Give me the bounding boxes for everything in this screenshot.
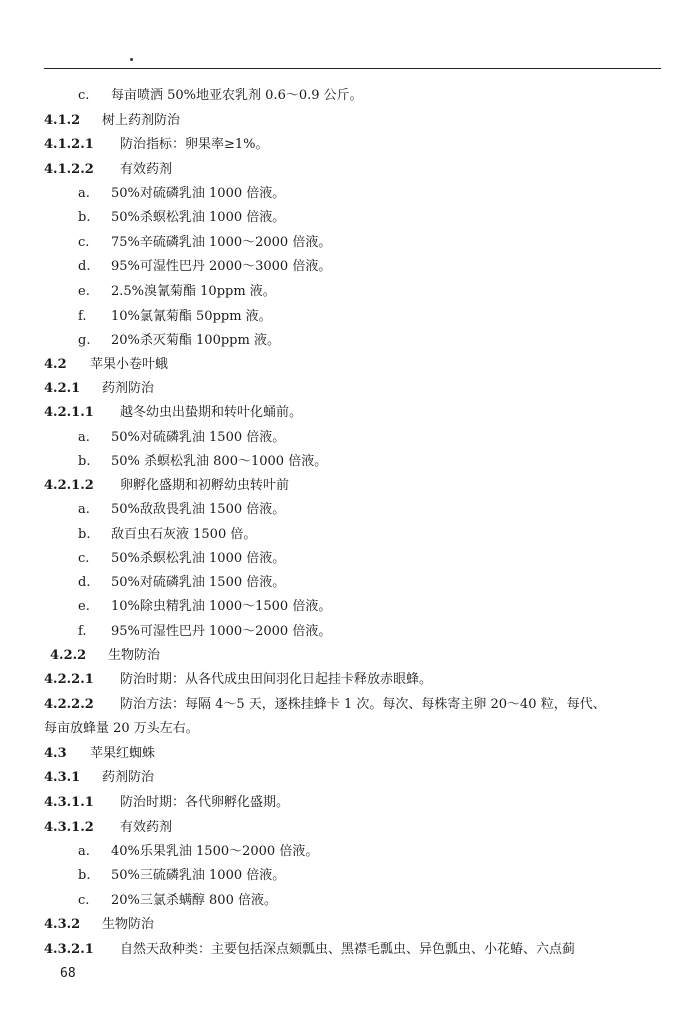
list-letter: b.: [78, 527, 91, 542]
list-letter: b.: [78, 210, 91, 225]
section-number: 4.2.1: [44, 381, 81, 396]
line-text: 敌百虫石灰液 1500 倍。: [111, 527, 257, 542]
section-number: 4.2.2: [50, 648, 87, 663]
text-line: [44, 746, 155, 762]
line-text: 防治时期：从各代成虫田间羽化日起挂卡释放赤眼蜂。: [120, 672, 433, 687]
text-line: [44, 478, 289, 494]
text-line: [78, 575, 285, 591]
line-text: 95%可湿性巴丹 1000～2000 倍液。: [111, 624, 332, 639]
text-line: [78, 527, 256, 543]
text-line: [44, 770, 154, 786]
line-text: 越冬幼虫出蛰期和转叶化蛹前。: [120, 405, 303, 420]
list-letter: e.: [78, 284, 90, 299]
text-line: [78, 186, 285, 202]
line-text: 50%杀螟松乳油 1000 倍液。: [111, 551, 286, 566]
text-line: [78, 893, 277, 909]
line-text: 卵孵化盛期和初孵幼虫转叶前: [120, 478, 290, 493]
list-letter: c.: [78, 893, 90, 908]
text-line: [44, 697, 606, 713]
line-text: 有效药剂: [120, 820, 173, 835]
list-letter: a.: [78, 186, 90, 201]
list-letter: b.: [78, 454, 91, 469]
line-text: 苹果小卷叶蛾: [90, 357, 169, 372]
line-text: 药剂防治: [102, 381, 155, 396]
line-text: 20%三氯杀螨醇 800 倍液。: [111, 893, 277, 908]
text-line: [44, 672, 432, 688]
line-text: 50%对硫磷乳油 1000 倍液。: [111, 186, 286, 201]
section-number: 4.1.2.2: [44, 162, 94, 177]
line-text: 每亩喷洒 50%地亚农乳剂 0.6～0.9 公斤。: [111, 88, 363, 103]
line-text: 防治方法：每隔 4～5 天，逐株挂蜂卡 1 次。每次、每株寄主卵 20～40 粒，每代、: [120, 697, 606, 712]
text-line: [78, 88, 363, 104]
list-letter: f.: [78, 624, 87, 639]
list-letter: b.: [78, 868, 91, 883]
text-line: [78, 235, 331, 251]
section-number: 4.2.2.1: [44, 672, 94, 687]
text-line: [44, 357, 168, 373]
text-line: [78, 502, 285, 518]
list-letter: c.: [78, 235, 90, 250]
text-line: [78, 333, 280, 349]
text-line: [78, 210, 285, 226]
text-line: [78, 284, 276, 300]
section-number: 4.3.2.1: [44, 942, 94, 957]
text-line: [78, 430, 285, 446]
text-line: [78, 309, 272, 325]
line-text: 50%三硫磷乳油 1000 倍液。: [111, 868, 286, 883]
section-number: 4.2.2.2: [44, 697, 94, 712]
section-number: 4.1.2: [44, 113, 81, 128]
section-number: 4.1.2.1: [44, 137, 94, 152]
text-line: [44, 405, 302, 421]
line-text: 防治指标：卵果率≥1%。: [120, 137, 269, 152]
line-text: 自然天敌种类：主要包括深点颏瓢虫、黑襟毛瓢虫、异色瓢虫、小花蝽、六点蓟: [120, 942, 576, 957]
line-text: 树上药剂防治: [102, 113, 181, 128]
section-number: 4.2.1.2: [44, 478, 94, 493]
text-line: [78, 844, 318, 860]
line-text: 每亩放蜂量 20 万头左右。: [44, 721, 199, 736]
list-letter: c.: [78, 88, 90, 103]
text-line: [78, 624, 331, 640]
line-text: 95%可湿性巴丹 2000～3000 倍液。: [111, 259, 332, 274]
section-number: 4.2.1.1: [44, 405, 94, 420]
text-line: [78, 454, 327, 470]
line-text: 有效药剂: [120, 162, 173, 177]
section-number: 4.3.1: [44, 770, 81, 785]
list-letter: g.: [78, 333, 91, 348]
text-line: [78, 599, 331, 615]
list-letter: f.: [78, 309, 87, 324]
line-text: 生物防治: [102, 917, 155, 932]
line-text: 苹果红蜘蛛: [90, 746, 156, 761]
text-line: [44, 942, 575, 958]
list-letter: d.: [78, 575, 91, 590]
text-line: [50, 648, 160, 664]
line-text: 75%辛硫磷乳油 1000～2000 倍液。: [111, 235, 332, 250]
scan-speck: [130, 58, 133, 61]
line-text: 10%氯氰菊酯 50ppm 液。: [111, 309, 272, 324]
line-text: 40%乐果乳油 1500～2000 倍液。: [111, 844, 319, 859]
list-letter: d.: [78, 259, 91, 274]
section-number: 4.3.1.1: [44, 795, 94, 810]
text-line: [78, 551, 285, 567]
line-text: 50%敌敌畏乳油 1500 倍液。: [111, 502, 286, 517]
line-text: 50%对硫磷乳油 1500 倍液。: [111, 430, 286, 445]
text-line: [44, 721, 199, 737]
section-number: 4.2: [44, 357, 67, 372]
line-text: 药剂防治: [102, 770, 155, 785]
text-line: [44, 137, 269, 153]
list-letter: e.: [78, 599, 90, 614]
page-number: 68: [60, 966, 76, 981]
list-letter: a.: [78, 844, 90, 859]
line-text: 10%除虫精乳油 1000～1500 倍液。: [111, 599, 332, 614]
line-text: 生物防治: [108, 648, 161, 663]
list-letter: a.: [78, 430, 90, 445]
line-text: 2.5%溴氰菊酯 10ppm 液。: [111, 284, 276, 299]
text-line: [44, 917, 154, 933]
text-line: [44, 381, 154, 397]
text-line: [78, 868, 285, 884]
section-number: 4.3: [44, 746, 67, 761]
section-number: 4.3.1.2: [44, 820, 94, 835]
section-number: 4.3.2: [44, 917, 81, 932]
text-line: [44, 820, 172, 836]
line-text: 50%对硫磷乳油 1500 倍液。: [111, 575, 286, 590]
text-line: [44, 795, 289, 811]
text-line: [78, 259, 331, 275]
list-letter: a.: [78, 502, 90, 517]
text-line: [44, 113, 180, 129]
line-text: 防治时期：各代卵孵化盛期。: [120, 795, 290, 810]
line-text: 50% 杀螟松乳油 800～1000 倍液。: [111, 454, 328, 469]
text-line: [44, 162, 172, 178]
line-text: 50%杀螟松乳油 1000 倍液。: [111, 210, 286, 225]
line-text: 20%杀灭菊酯 100ppm 液。: [111, 333, 280, 348]
list-letter: c.: [78, 551, 90, 566]
header-rule: [44, 68, 661, 69]
